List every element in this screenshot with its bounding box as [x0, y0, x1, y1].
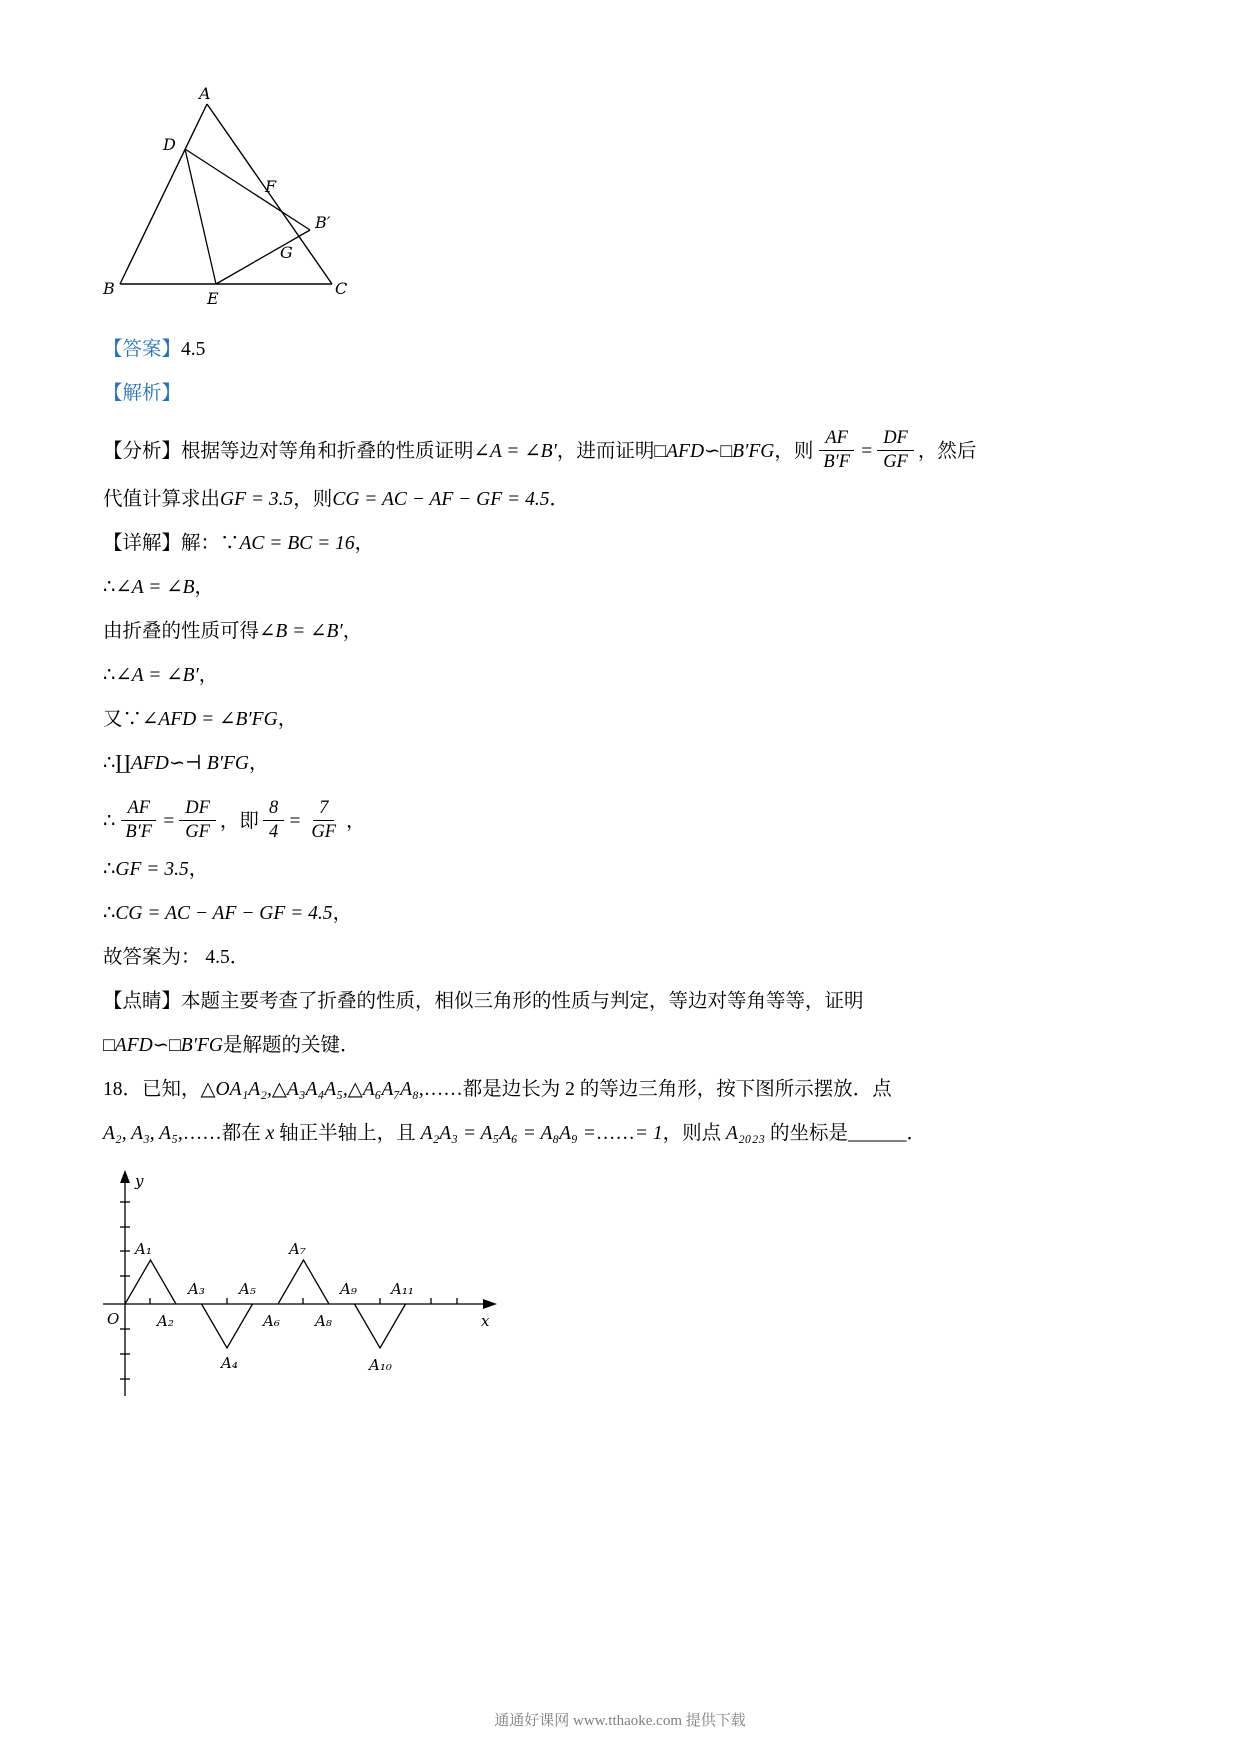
- math-segment: = 1: [634, 1123, 663, 1144]
- fraction: $\frac{DF}{GF}$: [877, 428, 914, 474]
- fig1-label-Bprime: B′: [315, 213, 331, 232]
- math-segment: ∐AFD∽⊣ B′FG: [115, 753, 249, 774]
- fraction: $\frac{7}{GF}$: [311, 797, 337, 843]
- math-segment: A₂, A₃, A₅,: [103, 1123, 183, 1144]
- math-segment: ∠B = ∠B′: [259, 621, 343, 642]
- solution-step-6: [103, 750, 1143, 778]
- fig1-label-F: F: [265, 177, 277, 196]
- text-segment: ∴: [103, 577, 116, 598]
- math-segment: ∠A = ∠B′: [473, 441, 557, 462]
- text-segment: ∴: [103, 811, 116, 832]
- question-18-line1: [103, 1076, 1143, 1104]
- text-segment: ，: [342, 621, 363, 642]
- text-segment: 又∵: [103, 709, 143, 730]
- answer-line: [103, 336, 1143, 364]
- solution-step-4: [103, 662, 1143, 690]
- solution-step-2: [103, 574, 1143, 602]
- fig1-label-A: A: [199, 86, 211, 103]
- fig2-label-A9: A₉: [340, 1280, 357, 1298]
- fig1-label-G: G: [280, 243, 293, 262]
- text-segment: 【详解】解：∵: [103, 533, 240, 554]
- solution-step-7: [103, 794, 1143, 850]
- solution-step-3: [103, 618, 1143, 646]
- fraction: $\frac{8}{4}$: [263, 798, 284, 844]
- fig2-label-A4: A₄: [221, 1354, 238, 1372]
- text-segment: 【点睛】本题主要考查了折叠的性质，相似三角形的性质与判定，等边对等角等等，证明: [103, 991, 864, 1012]
- text-segment: ，: [332, 903, 353, 924]
- text-segment: ，则: [774, 441, 814, 462]
- text-segment: ……都在: [182, 1123, 266, 1144]
- solution-step-5: [103, 706, 1143, 734]
- text-segment: ，: [277, 709, 298, 730]
- math-segment: □AFD∽□B′FG: [103, 1035, 223, 1056]
- text-segment: 18．已知，: [103, 1079, 201, 1100]
- math-segment: GF = 3.5: [115, 859, 189, 880]
- fig2-label-A6: A₆: [263, 1312, 280, 1330]
- math-segment: =: [162, 811, 176, 832]
- text-segment: 故答案为： 4.5．: [103, 947, 250, 968]
- fraction: $\frac{AF}{B'F}$: [817, 428, 856, 474]
- text-segment: ，进而证明: [556, 441, 655, 462]
- fig1-label-B: B: [103, 279, 115, 298]
- analysis-header: [103, 380, 1143, 408]
- math-segment: ∠AFD = ∠B′FG: [142, 709, 278, 730]
- folded-triangle-figure: [97, 86, 367, 322]
- section-tag: 【答案】: [103, 339, 182, 360]
- solution-step-8: [103, 856, 1143, 884]
- math-segment: GF = 3.5: [220, 489, 294, 510]
- text-segment: ，即: [219, 811, 259, 832]
- solution-step-9: [103, 900, 1143, 928]
- text-segment: ，: [194, 577, 214, 598]
- analysis-paragraph-line1: [103, 424, 1143, 480]
- fig2-label-y-axis: y: [135, 1172, 144, 1190]
- fig2-label-A1: A₁: [135, 1240, 152, 1258]
- math-segment: AC = BC = 16: [239, 533, 355, 554]
- fig2-label-origin: O: [107, 1310, 120, 1328]
- text-segment: ……都是边长为 2 的等边三角形，按下图所示摆放．点: [423, 1079, 892, 1100]
- text-segment: 是解题的关键．: [222, 1035, 360, 1056]
- site-footer: 通通好课网 www.tthaoke.com 提供下载: [494, 1713, 746, 1729]
- text-segment: ．: [549, 489, 569, 510]
- fraction: $\frac{AF}{B'F}$: [119, 798, 158, 844]
- math-segment: ∠A = ∠B: [115, 577, 195, 598]
- question-18-line2: [103, 1120, 1143, 1148]
- text-segment: ……: [595, 1123, 635, 1144]
- text-segment: ，: [188, 859, 209, 880]
- axes: [103, 1176, 489, 1396]
- text-segment: ∴: [103, 859, 116, 880]
- math-segment: A₂A₃ = A₅A₆ = A₈A₉ =: [420, 1123, 596, 1144]
- math-segment: A₂₀₂₃: [726, 1123, 766, 1144]
- text-segment: ∴: [103, 903, 116, 924]
- math-segment: x: [265, 1123, 275, 1144]
- text-segment: ，: [346, 811, 366, 832]
- fig1-label-D: D: [163, 135, 176, 154]
- math-segment: CG = AC − AF − GF = 4.5: [332, 489, 550, 510]
- solution-step-10: [103, 944, 1143, 972]
- math-segment: □AFD∽□B′FG: [654, 441, 775, 462]
- fig2-label-A2: A₂: [157, 1312, 174, 1330]
- fig2-label-A3: A₃: [188, 1280, 205, 1298]
- text-segment: ，: [354, 533, 375, 554]
- math-segment: ∠A = ∠B′: [115, 665, 199, 686]
- section-tag: 【解析】: [103, 383, 182, 404]
- solution-step-1: [103, 530, 1143, 558]
- math-segment: =: [860, 441, 874, 462]
- triangle-outline: [120, 104, 332, 284]
- fig2-label-A10: A₁₀: [369, 1356, 392, 1374]
- document-content: [103, 80, 1143, 1414]
- text-segment: 代值计算求出: [103, 489, 221, 510]
- fraction: $\frac{DF}{GF}$: [179, 798, 216, 844]
- analysis-paragraph-line2: [103, 486, 1143, 514]
- text-segment: 4.5: [181, 339, 206, 360]
- text-segment: ，: [198, 665, 219, 686]
- text-segment: ，: [249, 753, 269, 774]
- text-segment: 【分析】根据等边对等角和折叠的性质证明: [103, 441, 474, 462]
- text-segment: ，则点: [662, 1123, 727, 1144]
- coordinate-plane-figure: [93, 1164, 513, 1414]
- text-segment: ∴: [103, 665, 116, 686]
- text-segment: 轴正半轴上，且: [274, 1123, 421, 1144]
- text-segment: ，则: [293, 489, 333, 510]
- text-segment: ∴: [103, 753, 116, 774]
- text-segment: 的坐标是______．: [765, 1123, 926, 1144]
- math-segment: △OA₁A₂,△A₃A₄A₅,△A₆A₇A₈,: [200, 1079, 424, 1100]
- fig2-label-x-axis: x: [481, 1312, 490, 1330]
- fig2-label-A5: A₅: [239, 1280, 256, 1298]
- fig2-label-A8: A₈: [315, 1312, 332, 1330]
- text-segment: 由折叠的性质可得: [103, 621, 260, 642]
- fig1-label-E: E: [207, 289, 219, 308]
- text-segment: ，然后: [917, 441, 977, 462]
- axis-arrows: [120, 1170, 497, 1309]
- math-segment: =: [288, 811, 302, 832]
- fig2-label-A11: A₁₁: [391, 1280, 414, 1298]
- math-segment: CG = AC − AF − GF = 4.5: [115, 903, 333, 924]
- x-axis-ticks: [150, 1298, 457, 1304]
- fig1-label-C: C: [335, 279, 348, 298]
- fig2-label-A7: A₇: [289, 1240, 306, 1258]
- key-point-line2: [103, 1032, 1143, 1060]
- key-point-line1: [103, 988, 1143, 1016]
- fold-lines: [185, 149, 310, 284]
